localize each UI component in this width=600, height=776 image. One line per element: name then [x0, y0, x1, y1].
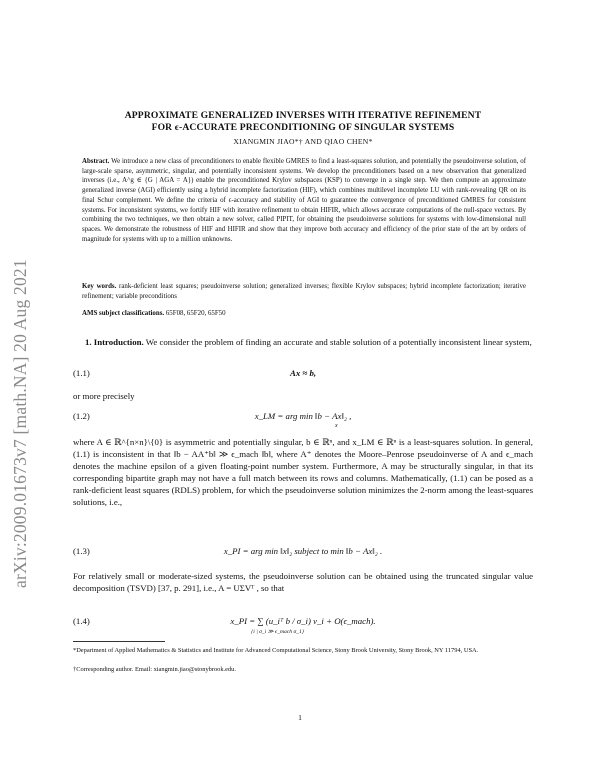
paper-title	[73, 110, 533, 134]
equation-body: x_PI = ∑ (u_iᵀ b / σ_i) v_i + O(ϵ_mach).	[230, 616, 376, 626]
ams-text: 65F08, 65F20, 65F50	[165, 310, 226, 317]
equation-subscript: x	[335, 423, 338, 429]
equation-number: (1.2)	[73, 411, 90, 421]
equation-1-1	[73, 368, 533, 380]
keywords-label: Key words.	[82, 283, 117, 290]
title-line-2: FOR ϵ-ACCURATE PRECONDITIONING OF SINGULAR SYSTEMS	[151, 122, 455, 133]
equation-body: x_LM = arg min ‖b − Ax‖₂ ,	[254, 411, 352, 421]
ams-label: AMS subject classifications.	[82, 310, 165, 317]
keywords	[82, 282, 526, 301]
abstract-label: Abstract.	[82, 158, 110, 165]
equation-number: (1.1)	[73, 368, 90, 378]
abstract	[82, 157, 526, 244]
text-or-more: or more precisely	[73, 391, 135, 401]
footnote-corresponding: †Corresponding author. Email: xiangmin.jiao@stonybrook.edu.	[73, 666, 236, 673]
page-number: 1	[298, 713, 302, 722]
title-line-1: APPROXIMATE GENERALIZED INVERSES WITH ITERATIVE REFINEMENT	[124, 110, 482, 121]
introduction-paragraph	[73, 337, 533, 349]
keywords-text: rank-deficient least squares; pseudoinverse solution; generalized inverses; flexible Krylov subspaces; hybrid incomplete factorization; iterative refinement; variable preconditions	[82, 283, 526, 300]
ams-classifications	[82, 310, 526, 317]
footnote-affiliation: *Department of Applied Mathematics & Statistics and Institute for Advanced Computational Science, Stony Brook University, Stony Brook, NY 11794, USA.	[73, 647, 479, 654]
sum-subscript: {i | σ_i ≫ ϵ_mach σ_1}	[251, 629, 305, 635]
equation-body: Ax ≈ b,	[289, 368, 317, 378]
paragraph-relative: For relatively small or moderate-sized systems, the pseudoinverse solution can be obtained using the truncated singular value decomposition (TSVD) [37, p. 291], i.e., A = UΣVᵀ , so that	[73, 571, 533, 593]
equation-number: (1.3)	[73, 546, 90, 556]
equation-1-2	[73, 411, 533, 429]
paragraph-where: where A ∈ ℝ^{n×n}\{0} is asymmetric and potentially singular, b ∈ ℝⁿ, and x_LM ∈ ℝⁿ is a least-squares solution. In general, (1.1) is inconsistent in that ‖b − AA⁺b‖ ≫ ϵ_mach ‖b‖, where A⁺ denotes the Moore–Penrose pseudoinverse of A and ϵ_mach denotes the machine epsilon of a given floating-point number system. Furthermore, A may be structurally singular, in that its corresponding bipartite graph may not have a full match between its rows and columns. Mathematically, (1.1) can be posed as a rank-deficient least squares (RDLS) problem, for which the pseudoinverse solution minimizes the 2-norm among the least-squares solutions, i.e.,	[73, 437, 533, 507]
authors: XIANGMIN JIAO*† AND QIAO CHEN*	[233, 137, 373, 146]
arxiv-id-text: arXiv:2009.01673v7 [math.NA] 20 Aug 2021	[10, 259, 30, 588]
intro-text: We consider the problem of finding an accurate and stable solution of a potentially inconsistent linear system,	[145, 337, 532, 347]
arxiv-identifier-stamp	[2, 190, 38, 590]
abstract-text: We introduce a new class of preconditioners to enable flexible GMRES to find a least-squares solution, and potentially the pseudoinverse solution, of large-scale sparse, asymmetric, singular, and potentially inconsistent systems. We develop the preconditioners based on a new observation that generalized inverses (i.e., A^g ∈ {G | AGA = A}) enable the preconditioned Krylov subspaces (KSP) to converge in a single step. We then compute an approximate generalized inverse (AGI) efficiently using a hybrid incomplete factorization (HIF), which combines multilevel incomplete LU with rank-revealing QR on its final Schur complement. We define the criteria of ϵ-accuracy and stability of AGI to guarantee the convergence of preconditioned GMRES for consistent systems. For inconsistent systems, we fortify HIF with iterative refinement to obtain HIFIR, which allows accurate computations of the null-space vectors. By combining the two techniques, we then obtain a new solver, called PIPIT, for obtaining the pseudoinverse solutions for systems with low-dimensional null spaces. We demonstrate the robustness of HIF and HIFIR and show that they improve both accuracy and efficiency of the prior state of the art by orders of magnitude for systems with up to a million unknowns.	[82, 158, 526, 243]
footnote-rule	[73, 641, 165, 642]
section-heading: 1. Introduction.	[85, 337, 144, 347]
equation-1-3	[73, 546, 533, 558]
equation-number: (1.4)	[73, 616, 90, 626]
equation-1-4	[73, 616, 533, 635]
equation-body: x_PI = arg min ‖x‖₂ subject to min ‖b − Ax‖₂ .	[223, 546, 383, 556]
